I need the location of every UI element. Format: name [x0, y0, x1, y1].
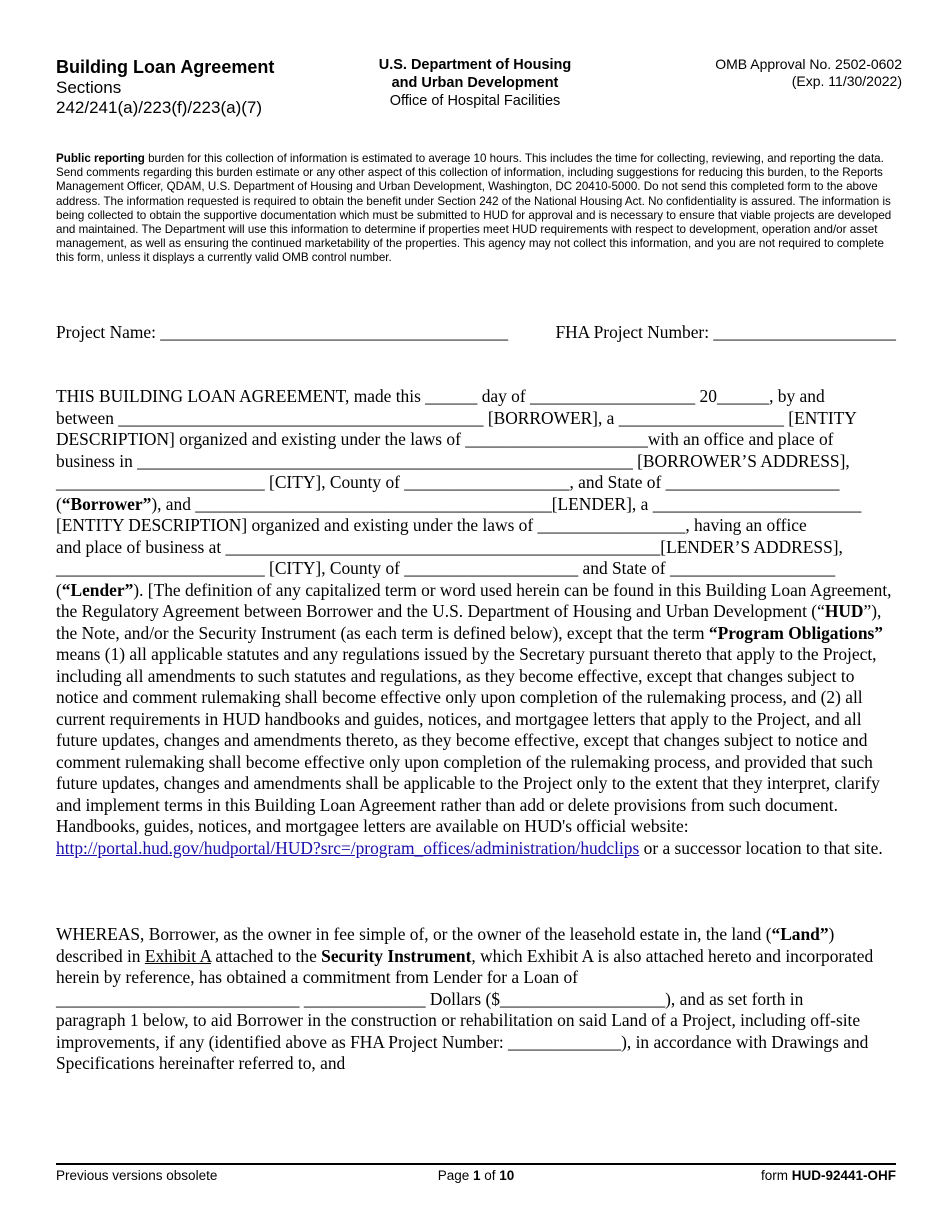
agreement-line-text: and place of business at __________________________________________________[LENDER’S ADDRESS], [56, 536, 843, 557]
form-title-block [56, 56, 356, 118]
project-name-field[interactable]: Project Name: ________________________________________ [56, 322, 509, 342]
whereas-text-part: , which Exhibit A is also attached hereto and incorporated herein by reference, has obtained a commitment from Lender for a Loan of [56, 945, 874, 987]
form-id [761, 1168, 896, 1184]
borrower-term: “Borrower” [61, 493, 152, 514]
definitions-text: or a successor location to that site. [639, 837, 883, 858]
agreement-line[interactable] [56, 537, 896, 559]
notice-text: burden for this collection of information is estimated to average 10 hours. This includes the time for collecting, reviewing, and reporting the data. Send comments regarding this burden estimate or any other aspect of this collection of information, including suggestions for reducing this burden, to the Reports Management Officer, QDAM, U.S. Department of Housing and Urban Development, Washington, DC 20410-5000. Do not send this completed form to the above address. The information requested is required to obtain the benefit under Section 242 of the National Housing Act. No confidentiality is assured. The information is being collected to obtain the supportive documentation which must be submitted to HUD for approval and is necessary to ensure that viable projects are developed and maintained. The Department will use this information to determine if properties meet HUD requirements with respect to development, operation and/or asset management, as well as ensuring the continued marketability of the properties. This agency may not collect this information, and you are not required to complete this form, unless it displays a currently valid OMB control number. [56, 152, 892, 265]
security-instrument-term: Security Instrument [321, 945, 472, 966]
public-reporting-notice [56, 152, 896, 266]
agreement-block [56, 386, 896, 859]
agreement-line[interactable] [56, 408, 896, 430]
form-title: Building Loan Agreement [56, 57, 275, 77]
notice-lead: Public reporting [56, 152, 145, 165]
definitions-text: ”), the Note, and/or the Security Instrument (as each term is defined below), except that the term [56, 601, 882, 643]
project-line [56, 322, 896, 344]
definitions-paragraph [56, 580, 896, 860]
page-total: 10 [499, 1168, 515, 1183]
whereas-text-part: WHEREAS, Borrower, as the owner in fee simple of, or the owner of the leasehold estate in, the land ( [56, 924, 772, 944]
omb-expiration: (Exp. 11/30/2022) [791, 73, 902, 89]
exhibit-a-ref: Exhibit A [144, 945, 212, 966]
agreement-line-text: between __________________________________________ [BORROWER], a ___________________ [ENTITY [56, 407, 857, 428]
agreement-line-text: [ENTITY DESCRIPTION] organized and existing under the laws of _________________, having an office [56, 515, 807, 535]
whereas-text [56, 924, 896, 989]
agreement-line[interactable] [56, 429, 896, 451]
agreement-line[interactable] [56, 515, 896, 537]
agreement-line-text: ________________________ [CITY], County of ____________________ and State of ___________________ [56, 558, 836, 578]
lender-fill: ), and _________________________________________[LENDER], a ________________________ [151, 493, 862, 514]
page-of: of [480, 1168, 500, 1183]
form-number: HUD-92441-OHF [791, 1168, 896, 1183]
whereas-text-part: paragraph 1 below, to aid Borrower in the construction or rehabilitation on said Land of a Project, including off-site improvements, if any (identified above as FHA Project Number: _____________), in accordance with Drawings and Specifications hereinafter referred to, and [56, 1010, 869, 1073]
whereas-text [56, 1010, 896, 1075]
footer-divider [56, 1163, 896, 1165]
agreement-line[interactable] [56, 558, 896, 580]
agreement-line[interactable] [56, 451, 896, 473]
agreement-line[interactable] [56, 386, 896, 408]
paren-open: ( [56, 493, 62, 514]
hud-term: HUD [824, 601, 864, 621]
agency-line-1: U.S. Department of Housing [378, 57, 572, 73]
office-name: Office of Hospital Facilities [389, 93, 561, 109]
page-current: 1 [472, 1168, 481, 1183]
hudclips-link[interactable]: http://portal.hud.gov/hudportal/HUD?src=/program_offices/administration/hudclips [56, 837, 640, 858]
land-term: “Land” [771, 924, 829, 944]
program-obligations-term: “Program Obligations” [708, 622, 883, 643]
agreement-line-text: DESCRIPTION] organized and existing under the laws of _____________________with an office and place of [56, 429, 834, 449]
loan-amount-fill: ____________________________ ______________ Dollars ($___________________), and as set forth in [56, 988, 804, 1009]
agreement-line[interactable] [56, 494, 896, 516]
whereas-text-part: attached to the [211, 945, 322, 966]
loan-amount-line[interactable] [56, 989, 896, 1011]
definitions-text: ). [The definition of any capitalized term or word used herein can be found in this Building Loan Agreement, the Regulatory Agreement between Borrower and the U.S. Department of Housing and Urban Development (“ [56, 579, 892, 621]
agreement-line-text: THIS BUILDING LOAN AGREEMENT, made this ______ day of ___________________ 20______, by and [56, 386, 825, 406]
sections-numbers: 242/241(a)/223(f)/223(a)(7) [56, 98, 263, 117]
agreement-line-text [56, 494, 861, 516]
definitions-text: means (1) all applicable statutes and any regulations issued by the Secretary pursuant thereto that apply to the Project, including all amendments to such statutes and regulations, as they become effective, except that changes subject to notice and comment rulemaking shall become effective only upon completion of the rulemaking process, and (2) all current requirements in HUD handbooks and guides, notices, and mortgagee letters that apply to the Project, and all future updates, changes and amendments thereto, as they become effective, except that changes subject to notice and comment rulemaking shall become effective only upon completion of the rulemaking process, and provided that such future updates, changes and amendments shall be applicable to the Project only to the extent that they interpret, clarify and implement terms in this Building Loan Agreement rather than add or delete provisions from such document. Handbooks, guides, notices, and mortgagee letters are available on HUD's official website: [56, 644, 880, 836]
agency-block [330, 56, 620, 110]
previous-versions-note: Previous versions obsolete [56, 1168, 218, 1183]
agreement-line[interactable] [56, 472, 896, 494]
omb-block [642, 56, 902, 90]
whereas-text-part: ) described in [56, 924, 835, 966]
agreement-line-text: ________________________ [CITY], County of ___________________, and State of ____________________ [56, 472, 840, 492]
omb-approval: OMB Approval No. 2502-0602 [715, 56, 902, 72]
fha-project-number-field[interactable]: FHA Project Number: _____________________ [555, 322, 896, 342]
agreement-line-text: business in _________________________________________________________ [BORROWER’S ADDRESS], [56, 450, 850, 471]
whereas-paragraph [56, 924, 896, 1075]
page-prefix: Page [437, 1168, 473, 1183]
sections-label: Sections [56, 78, 122, 97]
lender-term: “Lender” [61, 579, 134, 600]
form-prefix: form [760, 1168, 792, 1183]
paren-open: ( [56, 579, 62, 600]
agency-line-2: and Urban Development [391, 75, 559, 91]
